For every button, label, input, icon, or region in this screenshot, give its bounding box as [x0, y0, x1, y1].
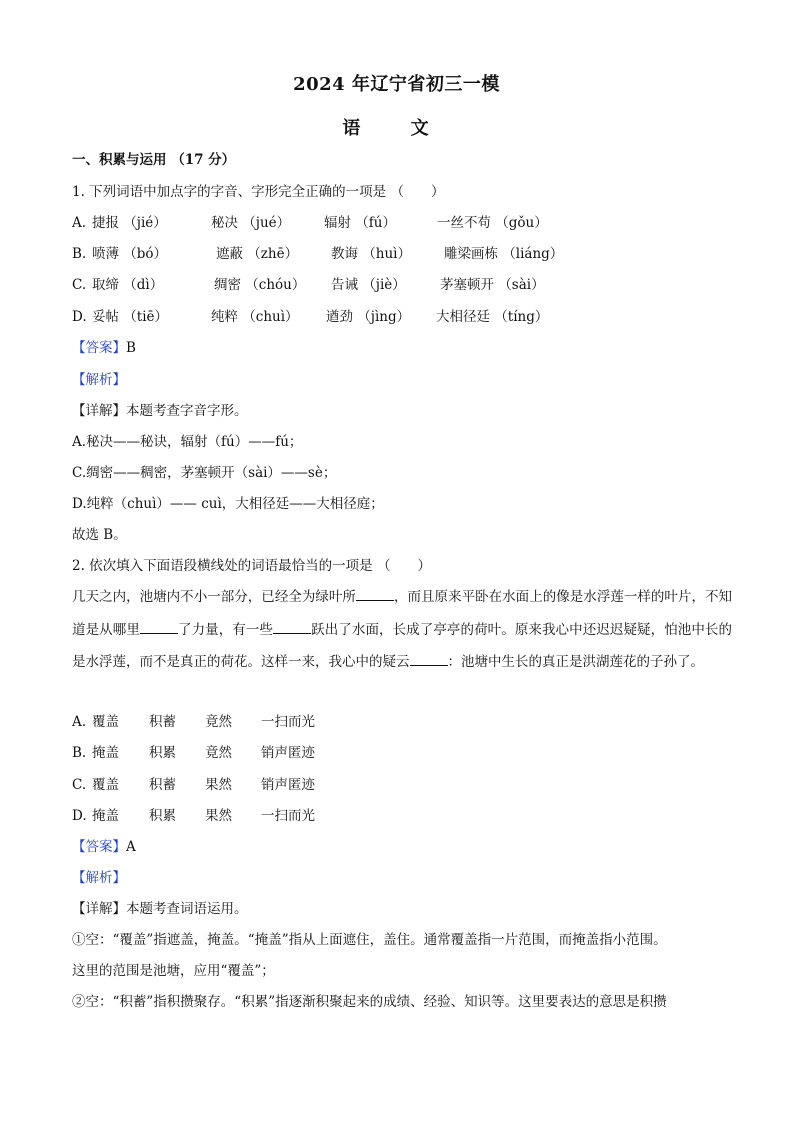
option-item: 遮蔽 （zhē） — [216, 246, 299, 262]
option-item: 取缔 （dì） — [92, 277, 164, 293]
q1-explain-line: D.纯粹（chuì）—— cuì，大相径廷——大相径庭； — [72, 496, 384, 512]
q2-answer — [72, 837, 136, 857]
document-title: 2024 年辽宁省初三一模 — [293, 74, 500, 95]
option-item: 销声匿迹 — [261, 745, 315, 761]
option-item: 教诲 （huì） — [331, 246, 411, 262]
option-item: 果然 — [205, 777, 232, 793]
option-item: 覆盖 — [92, 777, 119, 793]
option-letter: C. — [72, 277, 87, 293]
option-letter: A. — [72, 714, 87, 730]
option-item: 喷薄 （bó） — [92, 246, 168, 262]
answer-label: 【答案】 — [72, 839, 126, 855]
q2-passage — [72, 581, 732, 679]
q2-analysis-label: 【解析】 — [72, 870, 126, 886]
answer-label: 【答案】 — [72, 340, 126, 356]
q2-option-c — [72, 775, 752, 795]
detail-text: 本题考查词语运用。 — [126, 901, 248, 917]
q1-stem: 1. 下列词语中加点字的字音、字形完全正确的一项是 （ ） — [72, 184, 445, 200]
q2-explain-1b: 这里的范围是池塘，应用“覆盖”； — [72, 963, 275, 979]
answer-value: B — [126, 340, 136, 356]
section-heading: 一、积累与运用 （17 分） — [72, 152, 236, 168]
option-item: 遒劲 （jìng） — [326, 309, 411, 325]
q1-option-d — [72, 307, 752, 327]
q2-explain-1a: ①空：“覆盖”指遮盖，掩盖。“掩盖”指从上面遮住，盖住。通常覆盖指一片范围，而掩盖指小范围。 — [72, 932, 667, 948]
option-item: 纯粹 （chuì） — [211, 309, 299, 325]
option-item: 一扫而光 — [261, 808, 315, 824]
option-item: 掩盖 — [92, 745, 119, 761]
detail-text: 本题考查字音字形。 — [126, 403, 248, 419]
q1-analysis-label: 【解析】 — [72, 372, 126, 388]
option-item: 积累 — [149, 745, 176, 761]
fill-blank — [273, 619, 311, 634]
option-item: 绸密 （chóu） — [214, 277, 306, 293]
option-item: 妥帖 （tiē） — [92, 309, 169, 325]
option-item: 积累 — [149, 808, 176, 824]
q1-option-b — [72, 244, 752, 264]
q1-explain-line: A.秘决——秘诀，辐射（fú）——fú； — [72, 434, 303, 450]
option-item: 告诫 （jiè） — [331, 277, 406, 293]
detail-label: 【详解】 — [72, 403, 126, 419]
fill-blank — [356, 586, 394, 601]
passage-text: 跃出了水面，长成了亭亭的荷叶。原来我心中还迟迟疑疑，怕池中长的是水浮莲，而不是真正的荷花。这样一来，我心中的疑云 — [72, 621, 733, 670]
option-letter: D. — [72, 808, 87, 824]
option-item: 销声匿迹 — [261, 777, 315, 793]
option-item: 捷报 （jié） — [92, 215, 167, 231]
option-letter: D. — [72, 309, 87, 325]
option-item: 秘决 （jué） — [211, 215, 291, 231]
option-item: 竟然 — [205, 714, 232, 730]
fill-blank — [410, 651, 448, 666]
passage-text: ，而且原来平卧在水面上的像是水浮莲一样的叶片，不知道是从哪里 — [72, 589, 733, 638]
q1-answer — [72, 338, 136, 358]
q2-option-a — [72, 712, 752, 732]
option-item: 竟然 — [205, 745, 232, 761]
q1-conclusion: 故选 B。 — [72, 527, 127, 543]
q1-detail — [72, 401, 248, 421]
option-item: 一扫而光 — [261, 714, 315, 730]
option-item: 一丝不苟 （gǒu） — [437, 215, 548, 231]
detail-label: 【详解】 — [72, 901, 126, 917]
subject-title: 语 文 — [342, 118, 451, 139]
option-item: 大相径廷 （tíng） — [436, 309, 549, 325]
option-item: 雕梁画栋 （liáng） — [444, 246, 564, 262]
passage-text: 几天之内，池塘内不小一部分，已经全为绿叶所 — [72, 589, 356, 605]
q1-option-a — [72, 213, 752, 233]
option-item: 茅塞顿开 （sài） — [440, 277, 545, 293]
q2-option-b — [72, 743, 752, 763]
fill-blank — [140, 619, 178, 634]
q2-detail — [72, 899, 248, 919]
option-item: 积蓄 — [149, 714, 176, 730]
q1-option-c — [72, 275, 752, 295]
passage-text: 了力量，有一些 — [177, 621, 274, 638]
answer-value: A — [126, 839, 136, 855]
option-letter: A. — [72, 215, 87, 231]
option-letter: B. — [72, 745, 87, 761]
option-item: 积蓄 — [149, 777, 176, 793]
option-item: 掩盖 — [92, 808, 119, 824]
option-item: 辐射 （fú） — [324, 215, 396, 231]
q1-explain-line: C.绸密——稠密，茅塞顿开（sài）——sè； — [72, 465, 337, 481]
q2-stem: 2. 依次填入下面语段横线处的词语最恰当的一项是 （ ） — [72, 558, 431, 574]
option-item: 覆盖 — [92, 714, 119, 730]
passage-text: ：池塘中生长的真正是洪湖莲花的子孙了。 — [447, 654, 704, 670]
option-letter: B. — [72, 246, 87, 262]
q2-explain-2: ②空：“积蓄”指积攒聚存。“积累”指逐渐积聚起来的成绩、经验、知识等。这里要表达的意思是积攒 — [72, 994, 667, 1010]
option-letter: C. — [72, 777, 87, 793]
option-item: 果然 — [205, 808, 232, 824]
q2-option-d — [72, 806, 752, 826]
